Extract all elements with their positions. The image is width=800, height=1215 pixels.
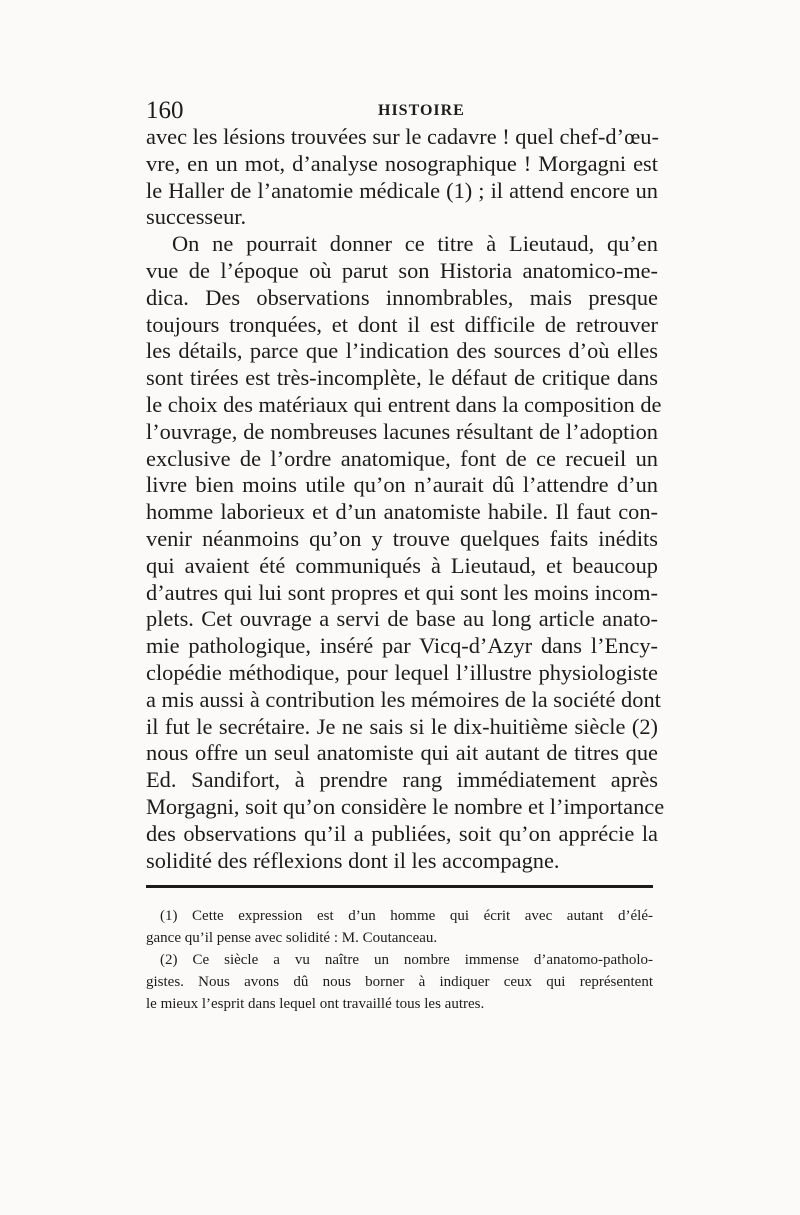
body-line: homme laborieux et d’un anatomiste habile. Il faut con- — [146, 499, 658, 525]
body-line: On ne pourrait donner ce titre à Lieutaud, qu’en — [172, 231, 658, 257]
footnote-line: le mieux l’esprit dans lequel ont travaillé tous les autres. — [146, 996, 485, 1012]
footnote-line: gistes. Nous avons dû nous borner à indiquer ceux qui représentent — [146, 974, 653, 990]
body-line: successeur. — [146, 204, 247, 230]
body-line: dica. Des observations innombrables, mais presque — [146, 284, 658, 310]
body-line: il fut le secrétaire. Je ne sais si le dix-huitième siècle (2) — [146, 713, 658, 739]
body-line: clopédie méthodique, pour lequel l’illustre physiologiste — [146, 659, 658, 685]
body-line: toujours tronquées, et dont il est difficile de retrouver — [146, 311, 658, 337]
body-line: mie pathologique, inséré par Vicq-d’Azyr dans l’Ency- — [146, 633, 658, 659]
footnote-line: (2) Ce siècle a vu naître un nombre immense d’anatomo-patholo- — [160, 952, 653, 968]
body-line: nous offre un seul anatomiste qui ait autant de titres que — [146, 740, 658, 766]
body-line: qui avaient été communiqués à Lieutaud, et beaucoup — [146, 552, 658, 578]
body-line: venir néanmoins qu’on y trouve quelques faits inédits — [146, 525, 658, 551]
page-header — [146, 98, 658, 124]
body-line: Morgagni, soit qu’on considère le nombre et l’importance — [146, 793, 665, 819]
body-line: a mis aussi à contribution les mémoires de la société dont — [146, 686, 661, 712]
body-line: solidité des réflexions dont il les accompagne. — [146, 847, 560, 873]
body-text — [146, 124, 665, 874]
body-line: les détails, parce que l’indication des sources d’où elles — [146, 338, 658, 364]
footnotes — [146, 905, 653, 1015]
footnote-rule — [146, 885, 653, 888]
body-line: vre, en un mot, d’analyse nosographique ! Morgagni est — [146, 150, 658, 176]
footnote-line: gance qu’il pense avec solidité : M. Coutanceau. — [146, 930, 438, 946]
body-line: des observations qu’il a publiées, soit qu’on apprécie la — [146, 820, 658, 846]
body-line: livre bien moins utile qu’on n’aurait dû l’attendre d’un — [146, 472, 658, 498]
body-line: l’ouvrage, de nombreuses lacunes résultant de l’adoption — [146, 418, 658, 444]
footnote-line: (1) Cette expression est d’un homme qui écrit avec autant d’élé- — [160, 908, 653, 924]
body-line: le Haller de l’anatomie médicale (1) ; il attend encore un — [146, 177, 658, 203]
body-line: le choix des matériaux qui entrent dans la composition de — [146, 391, 662, 417]
body-line: d’autres qui lui sont propres et qui sont les moins incom- — [146, 579, 658, 605]
body-line: plets. Cet ouvrage a servi de base au long article anato- — [146, 606, 658, 632]
body-line: vue de l’époque où parut son Historia anatomico-me- — [146, 257, 658, 283]
page-number: 160 — [146, 97, 184, 124]
running-head: HISTOIRE — [378, 102, 465, 119]
body-line: exclusive de l’ordre anatomique, font de ce recueil un — [146, 445, 658, 471]
body-line: sont tirées est très-incomplète, le défaut de critique dans — [146, 365, 658, 391]
body-line: Ed. Sandifort, à prendre rang immédiatement après — [146, 767, 658, 793]
body-line: avec les lésions trouvées sur le cadavre ! quel chef-d’œu- — [146, 124, 659, 149]
